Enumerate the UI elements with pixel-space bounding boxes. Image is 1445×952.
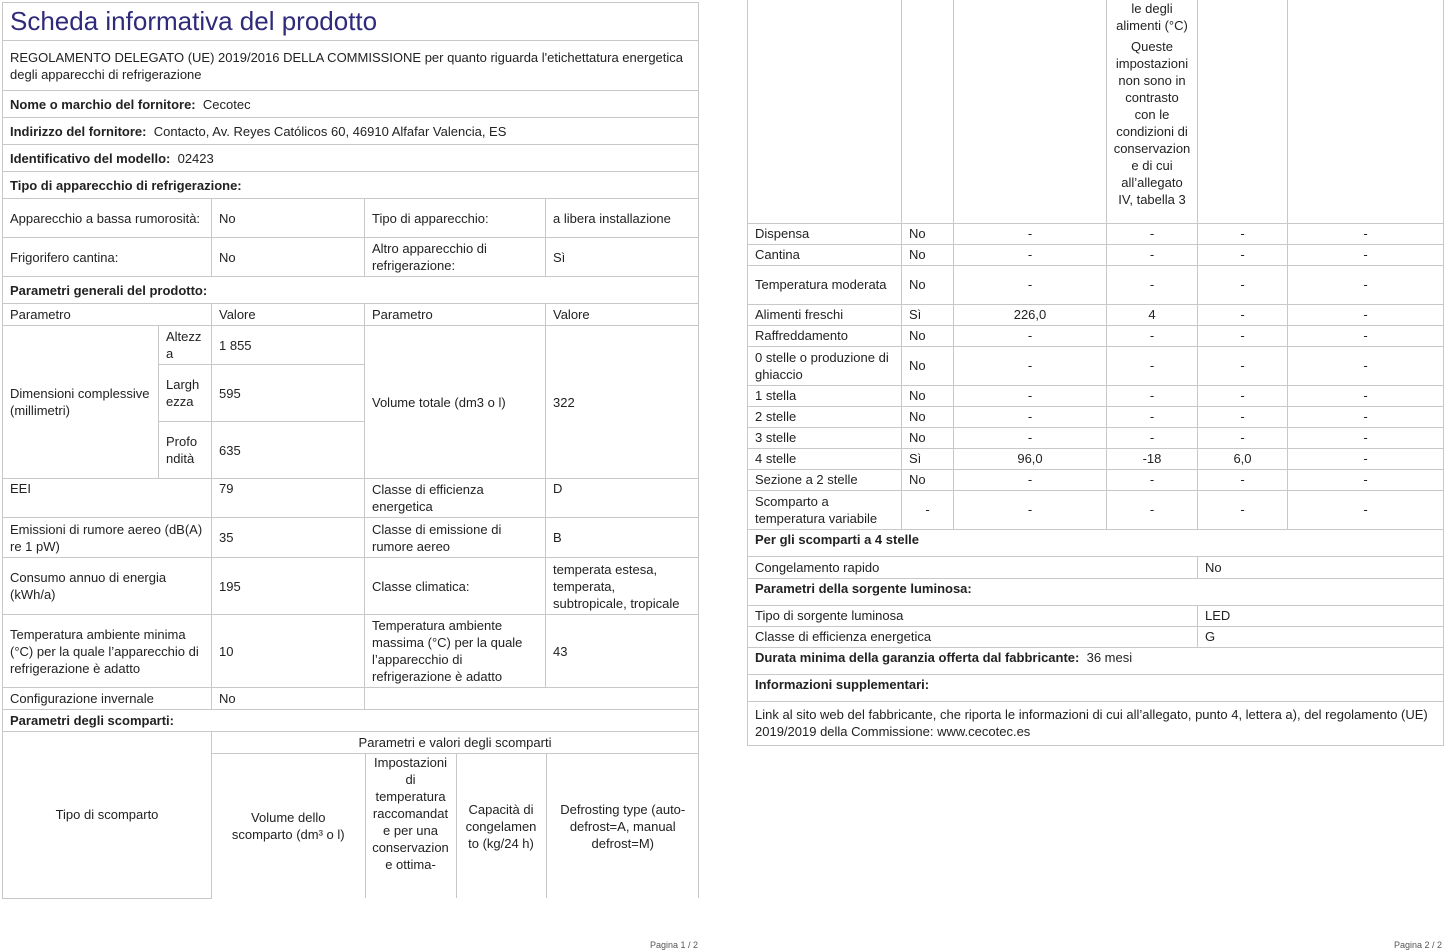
table-row (748, 406, 1444, 427)
table-row (748, 346, 1444, 385)
comp-defrost-cell: - (1288, 469, 1444, 490)
table-row (748, 244, 1444, 265)
col-value-header-2: Valore (546, 304, 699, 326)
height-value: 1 855 (212, 326, 365, 365)
comp-subheader-table (212, 754, 699, 898)
comp-present-cell: No (902, 469, 954, 490)
page-2-footer: Pagina 2 / 2 (1394, 940, 1443, 950)
compartments-table (747, 0, 1444, 746)
width-label: Larghezza (159, 365, 212, 422)
winter-value: No (212, 688, 365, 710)
table-row (748, 490, 1444, 529)
table-row (748, 223, 1444, 244)
comp-present-cell: Sì (902, 448, 954, 469)
table-row (748, 427, 1444, 448)
min-temp-label: Temperatura ambiente minima (°C) per la quale l’apparecchio di refrigerazione è adatto (3, 615, 212, 688)
comp-capacity-cell: - (1198, 490, 1288, 529)
comp-temp-cell: - (1107, 490, 1198, 529)
model-label: Identificativo del modello: (10, 150, 171, 166)
comp-defrost-header: Defrosting type (auto-defrost=A, manual defrost=M) (546, 754, 699, 898)
table-row (748, 304, 1444, 325)
col-value-header: Valore (212, 304, 365, 326)
depth-value: 635 (212, 422, 365, 479)
comp-defrost-cell: - (1288, 265, 1444, 304)
comp-name-cell: 3 stelle (748, 427, 902, 448)
design-type-label: Tipo di apparecchio: (365, 199, 546, 238)
noise-class-label: Classe di emissione di rumore aereo (365, 518, 546, 558)
comp-capacity-cell: - (1198, 325, 1288, 346)
consumption-label: Consumo annuo di energia (kWh/a) (3, 558, 212, 615)
comp-defrost-cell: - (1288, 448, 1444, 469)
max-temp-label: Temperatura ambiente massima (°C) per la quale l’apparecchio di refrigerazione è adatto (365, 615, 546, 688)
total-volume-value: 322 (546, 326, 699, 479)
table-row (748, 448, 1444, 469)
comp-volume-header: Volume dello scomparto (dm³ o l) (212, 754, 365, 898)
supplier-name-row (3, 91, 699, 118)
comp-volume-cell: - (954, 406, 1107, 427)
comp-defrost-cell: - (1288, 490, 1444, 529)
regulation-text: REGOLAMENTO DELEGATO (UE) 2019/2016 DELLA COMMISSIONE per quanto riguarda l'etichettatura energetica degli apparecchi di refrigerazione (3, 41, 699, 91)
comp-capacity-cell: - (1198, 346, 1288, 385)
design-type-value: a libera installazione (546, 199, 699, 238)
comp-temp-header: Impostazioni di temperatura raccomandate per una conservazione ottima- (365, 754, 456, 898)
cont-temp-cell (1107, 0, 1198, 223)
comp-defrost-cell: - (1288, 325, 1444, 346)
compartments-heading: Parametri degli scomparti: (3, 710, 699, 732)
climate-value: temperata estesa, temperata, subtropicale, tropicale (546, 558, 699, 615)
cont-blank-3 (954, 0, 1107, 223)
comp-volume-cell: - (954, 265, 1107, 304)
comp-present-cell: No (902, 406, 954, 427)
total-volume-label: Volume totale (dm3 o l) (365, 326, 546, 479)
comp-name-cell: Dispensa (748, 223, 902, 244)
comp-volume-cell: 226,0 (954, 304, 1107, 325)
supplier-name-value: Cecotec (202, 96, 251, 112)
col-param-header: Parametro (3, 304, 212, 326)
cont-blank-1 (748, 0, 902, 223)
low-noise-label: Apparecchio a bassa rumorosità: (3, 199, 212, 238)
comp-temp-cell: - (1107, 406, 1198, 427)
product-info-table (2, 2, 699, 899)
comp-defrost-cell: - (1288, 244, 1444, 265)
noise-label: Emissioni di rumore aereo (dB(A) re 1 pW) (3, 518, 212, 558)
page-1 (2, 2, 698, 899)
model-row (3, 145, 699, 172)
comp-present-cell: Sì (902, 304, 954, 325)
table-row (748, 469, 1444, 490)
comp-capacity-cell: - (1198, 223, 1288, 244)
comp-present-cell: No (902, 325, 954, 346)
table-row (748, 265, 1444, 304)
comp-volume-cell: - (954, 385, 1107, 406)
warranty-label: Durata minima della garanzia offerta dal fabbricante: (755, 649, 1080, 665)
cont-blank-5 (1288, 0, 1444, 223)
light-class-label: Classe di efficienza energetica (748, 626, 1198, 647)
comp-name-cell: Alimenti freschi (748, 304, 902, 325)
table-row (748, 325, 1444, 346)
appliance-type-heading: Tipo di apparecchio di refrigerazione: (3, 172, 699, 199)
page-1-footer: Pagina 1 / 2 (650, 940, 699, 950)
comp-present-cell: No (902, 265, 954, 304)
comp-capacity-cell: - (1198, 244, 1288, 265)
comp-name-cell: Scomparto a temperatura variabile (748, 490, 902, 529)
comp-params-header: Parametri e valori degli scomparti (212, 732, 699, 754)
comp-present-cell: No (902, 385, 954, 406)
light-class-value: G (1198, 626, 1444, 647)
comp-temp-cell: - (1107, 385, 1198, 406)
consumption-value: 195 (212, 558, 365, 615)
comp-volume-cell: - (954, 244, 1107, 265)
comp-present-cell: No (902, 346, 954, 385)
comp-capacity-cell: - (1198, 304, 1288, 325)
eei-label: EEI (3, 479, 212, 518)
comp-type-header: Tipo di scomparto (3, 732, 212, 899)
comp-capacity-cell: - (1198, 427, 1288, 448)
comp-name-cell: Sezione a 2 stelle (748, 469, 902, 490)
comp-present-cell: No (902, 244, 954, 265)
cont-blank-2 (902, 0, 954, 223)
comp-temp-cell: -18 (1107, 448, 1198, 469)
light-heading: Parametri della sorgente luminosa: (748, 578, 1444, 605)
four-star-heading: Per gli scomparti a 4 stelle (748, 529, 1444, 556)
light-type-value: LED (1198, 605, 1444, 626)
energy-class-value: D (546, 479, 699, 518)
comp-defrost-cell: - (1288, 346, 1444, 385)
comp-name-cell: 4 stelle (748, 448, 902, 469)
comp-temp-cell: - (1107, 244, 1198, 265)
comp-defrost-cell: - (1288, 223, 1444, 244)
empty-cell (365, 688, 699, 710)
supplier-address-row (3, 118, 699, 145)
comp-temp-cell: - (1107, 469, 1198, 490)
comp-temp-cell: 4 (1107, 304, 1198, 325)
comp-volume-cell: 96,0 (954, 448, 1107, 469)
warranty-value: 36 mesi (1086, 649, 1133, 665)
supplier-name-label: Nome o marchio del fornitore: (10, 96, 196, 112)
cont-blank-4 (1198, 0, 1288, 223)
page-2 (747, 0, 1443, 746)
comp-volume-cell: - (954, 427, 1107, 448)
comp-temp-cell: - (1107, 427, 1198, 448)
comp-volume-cell: - (954, 346, 1107, 385)
low-noise-value: No (212, 199, 365, 238)
comp-name-cell: 0 stelle o produzione di ghiaccio (748, 346, 902, 385)
wine-label: Frigorifero cantina: (3, 238, 212, 277)
comp-defrost-cell: - (1288, 406, 1444, 427)
comp-present-cell: - (902, 490, 954, 529)
comp-subheaders (212, 754, 699, 899)
fast-freeze-label: Congelamento rapido (748, 556, 1198, 578)
other-value: Sì (546, 238, 699, 277)
table-row (748, 385, 1444, 406)
comp-name-cell: Raffreddamento (748, 325, 902, 346)
comp-temp-cell: - (1107, 265, 1198, 304)
comp-name-cell: Cantina (748, 244, 902, 265)
supplier-address-label: Indirizzo del fornitore: (10, 123, 147, 139)
comp-name-cell: 2 stelle (748, 406, 902, 427)
depth-label: Profondità (159, 422, 212, 479)
extra-info-text: Link al sito web del fabbricante, che riporta le informazioni di cui all’allegato, punto 4, lettera a), del regolamento (UE) 2019/2019 della Commissione: www.cecotec.es (748, 701, 1444, 745)
extra-info-heading: Informazioni supplementari: (748, 674, 1444, 701)
dimensions-label: Dimensioni complessive (millimetri) (3, 326, 159, 479)
noise-value: 35 (212, 518, 365, 558)
comp-defrost-cell: - (1288, 427, 1444, 448)
energy-class-label: Classe di efficienza energetica (365, 479, 546, 518)
comp-capacity-cell: 6,0 (1198, 448, 1288, 469)
width-value: 595 (212, 365, 365, 422)
comp-volume-cell: - (954, 223, 1107, 244)
height-label: Altezza (159, 326, 212, 365)
comp-capacity-cell: - (1198, 406, 1288, 427)
eei-value: 79 (212, 479, 365, 518)
supplier-address-value: Contacto, Av. Reyes Católicos 60, 46910 Alfafar Valencia, ES (153, 123, 507, 139)
comp-volume-cell: - (954, 325, 1107, 346)
col-param-header-2: Parametro (365, 304, 546, 326)
wine-value: No (212, 238, 365, 277)
cont-temp-text: le degli alimenti (°C) (1116, 1, 1188, 33)
comp-capacity-header: Capacità di congelamento (kg/24 h) (456, 754, 546, 898)
climate-label: Classe climatica: (365, 558, 546, 615)
page-title: Scheda informativa del prodotto (3, 3, 699, 41)
general-params-heading: Parametri generali del prodotto: (3, 277, 699, 304)
light-type-label: Tipo di sorgente luminosa (748, 605, 1198, 626)
comp-present-cell: No (902, 223, 954, 244)
comp-present-cell: No (902, 427, 954, 448)
comp-defrost-cell: - (1288, 385, 1444, 406)
comp-temp-cell: - (1107, 325, 1198, 346)
comp-name-cell: 1 stella (748, 385, 902, 406)
comp-temp-cell: - (1107, 223, 1198, 244)
comp-defrost-cell: - (1288, 304, 1444, 325)
other-label: Altro apparecchio di refrigerazione: (365, 238, 546, 277)
cont-temp-note: Queste impostazioni non sono in contrasto con le condizioni di conservazione di cui all’allegato IV, tabella 3 (1113, 39, 1191, 207)
comp-capacity-cell: - (1198, 265, 1288, 304)
winter-label: Configurazione invernale (3, 688, 212, 710)
comp-capacity-cell: - (1198, 385, 1288, 406)
comp-volume-cell: - (954, 490, 1107, 529)
comp-volume-cell: - (954, 469, 1107, 490)
warranty-row (748, 647, 1444, 674)
max-temp-value: 43 (546, 615, 699, 688)
comp-capacity-cell: - (1198, 469, 1288, 490)
noise-class-value: B (546, 518, 699, 558)
fast-freeze-value: No (1198, 556, 1444, 578)
compartment-rows (748, 223, 1444, 529)
comp-name-cell: Temperatura moderata (748, 265, 902, 304)
comp-temp-cell: - (1107, 346, 1198, 385)
model-value: 02423 (177, 150, 214, 166)
min-temp-value: 10 (212, 615, 365, 688)
